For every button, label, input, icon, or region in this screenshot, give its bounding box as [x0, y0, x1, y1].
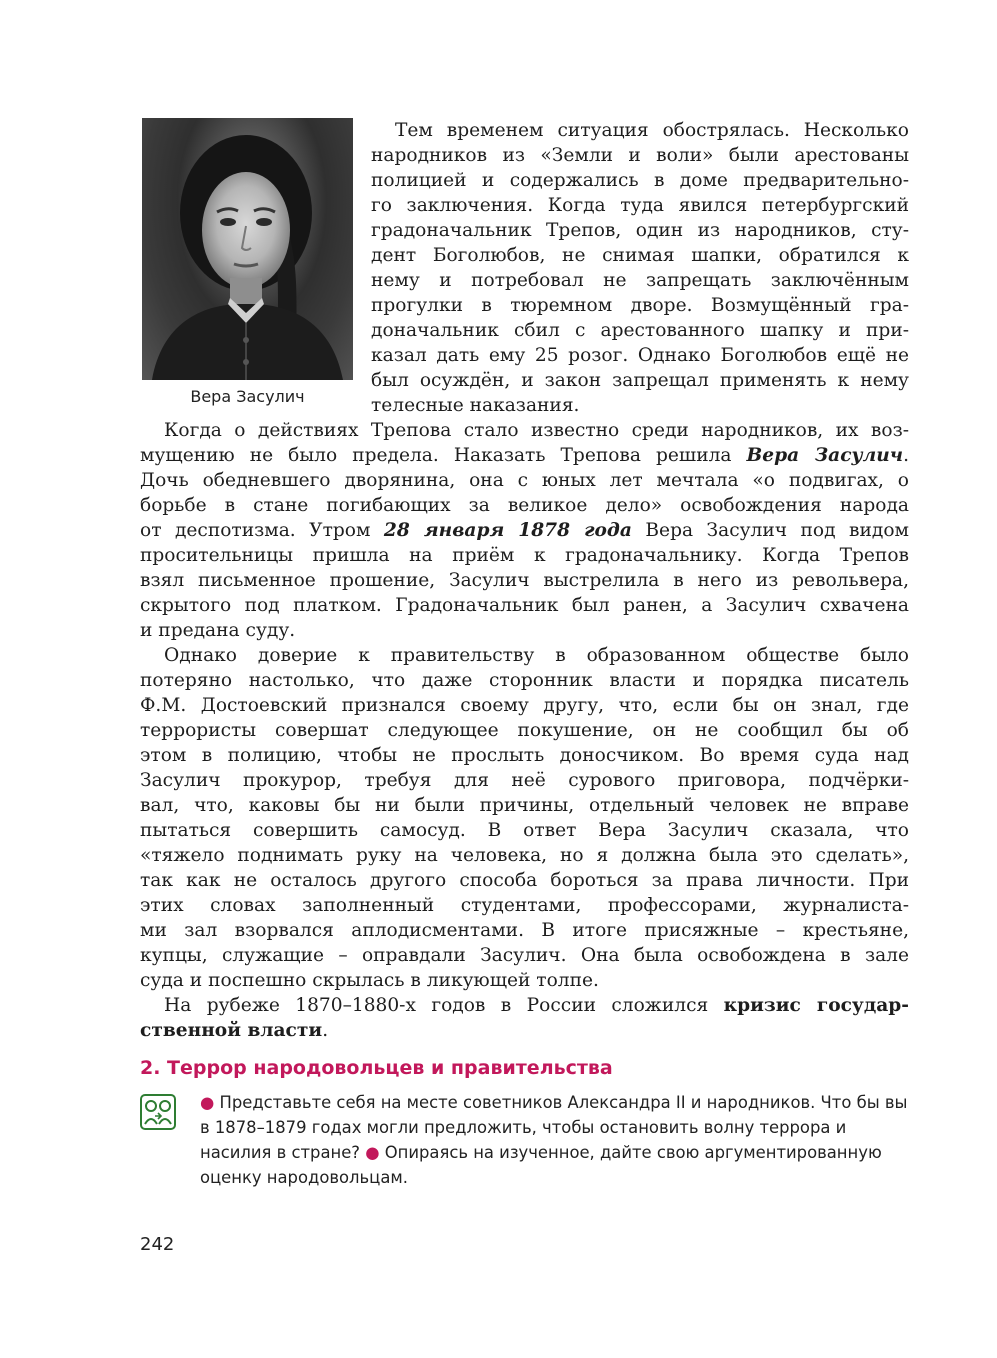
text-line: от деспотизма. Утром 28 января 1878 года Вера Засулич под видом	[140, 520, 909, 541]
text-line: так как не осталось другого способа бороться за права личности. При	[140, 870, 909, 891]
text-line: телесные наказания.	[371, 395, 580, 416]
text-line: Ф.М. Достоевский признался своему другу, что, если бы он знал, где	[140, 695, 909, 716]
text-line: доначальник сбил с арестованного шапку и при-	[371, 320, 909, 341]
paragraph-crisis	[140, 993, 909, 1043]
emphasis-crisis: кризис государ-	[723, 995, 909, 1016]
text-line: этом в полицию, чтобы не прослыть доносчиком. Во время суда над	[140, 745, 909, 766]
text-line: Дочь обедневшего дворянина, она с юных лет мечтала «о подвигах, о	[140, 470, 909, 491]
text-line: скрытого под платком. Градоначальник был ранен, а Засулич схвачена	[140, 595, 909, 616]
emphasis-crisis-cont: ственной власти	[140, 1020, 323, 1041]
text-line: взял письменное прошение, Засулич выстрелила в него из револьвера,	[140, 570, 909, 591]
text-line: казал дать ему 25 розог. Однако Боголюбов ещё не	[371, 345, 909, 366]
task-text: ● Представьте себя на месте советников Александра II и народников. Что бы вы в 1878–1879 годах могли предложить, чтобы остановить волну террора и насилия в стране? ● Опираясь на изученное, дайте свою аргументированную оценку народовольцам.	[200, 1093, 908, 1187]
text-line: го заключения. Когда туда явился петербургский	[371, 195, 909, 216]
text-line: ственной власти.	[140, 1020, 329, 1041]
text-line: ми зал взорвался аплодисментами. В итоге присяжные – крестьяне,	[140, 920, 909, 941]
paragraph-trial	[140, 643, 909, 993]
emphasis-name: Вера Засулич	[746, 445, 904, 466]
text-line: борьбе в стане погибающих за великое дело» освобождения народа	[140, 495, 909, 516]
text-line: этих словах заполненный студентами, профессорами, журналиста-	[140, 895, 909, 916]
emphasis-date: 28 января 1878 года	[383, 520, 632, 541]
text-line: Когда о действиях Трепова стало известно среди народников, их воз-	[164, 420, 909, 441]
text-line: мущению не было предела. Наказать Трепова решила Вера Засулич.	[140, 445, 909, 466]
text-line: был осуждён, и закон запрещал применять к нему	[371, 370, 909, 391]
paragraph-zasulich	[140, 418, 909, 643]
portrait-photo	[142, 118, 353, 380]
text-line: полицией и содержались в доме предварительно-	[371, 170, 909, 191]
text-line: пытаться совершить самосуд. В ответ Вера Засулич сказала, что	[140, 820, 909, 841]
text-line: купцы, служащие – оправдали Засулич. Она была освобождена в зале	[140, 945, 909, 966]
page-number: 242	[140, 1234, 175, 1255]
text-line: прогулки в тюремном дворе. Возмущённый гра-	[371, 295, 909, 316]
text-line: дент Боголюбов, не снимая шапки, обратился к	[371, 245, 909, 266]
text-line: Засулич прокурор, требуя для неё сурового приговора, подчёрки-	[140, 770, 909, 791]
text-line: потеряно настолько, что даже сторонник власти и порядка писатель	[140, 670, 909, 691]
text-line: вал, что, каковы бы ни были причины, отдельный человек не вправе	[140, 795, 909, 816]
text-line: градоначальник Трепов, один из народников, сту-	[371, 220, 909, 241]
text-line: и предана суду.	[140, 620, 296, 641]
discussion-icon	[140, 1094, 176, 1130]
section-heading: 2. Террор народовольцев и правительства	[140, 1057, 613, 1079]
text-line: Однако доверие к правительству в образованном обществе было	[164, 645, 909, 666]
text-line: просительницы пришла на приём к градоначальнику. Когда Трепов	[140, 545, 909, 566]
text-line: народников из «Земли и воли» были арестованы	[371, 145, 909, 166]
bullet-icon: ●	[365, 1143, 380, 1162]
text-line: террористы совершат следующее покушение, он не сообщил бы об	[140, 720, 909, 741]
bullet-icon: ●	[200, 1093, 215, 1112]
photo-caption: Вера Засулич	[190, 387, 305, 406]
text-line: Тем временем ситуация обострялась. Несколько	[395, 120, 909, 141]
text-line: суда и поспешно скрылась в ликующей толпе.	[140, 970, 599, 991]
text-line: нему и потребовал не запрещать заключённым	[371, 270, 909, 291]
text-line: «тяжело поднимать руку на человека, но я должна была это сделать»,	[140, 845, 909, 866]
paragraph-intro	[371, 118, 909, 418]
text-line: На рубеже 1870–1880-х годов в России сложился кризис государ-	[164, 995, 909, 1016]
